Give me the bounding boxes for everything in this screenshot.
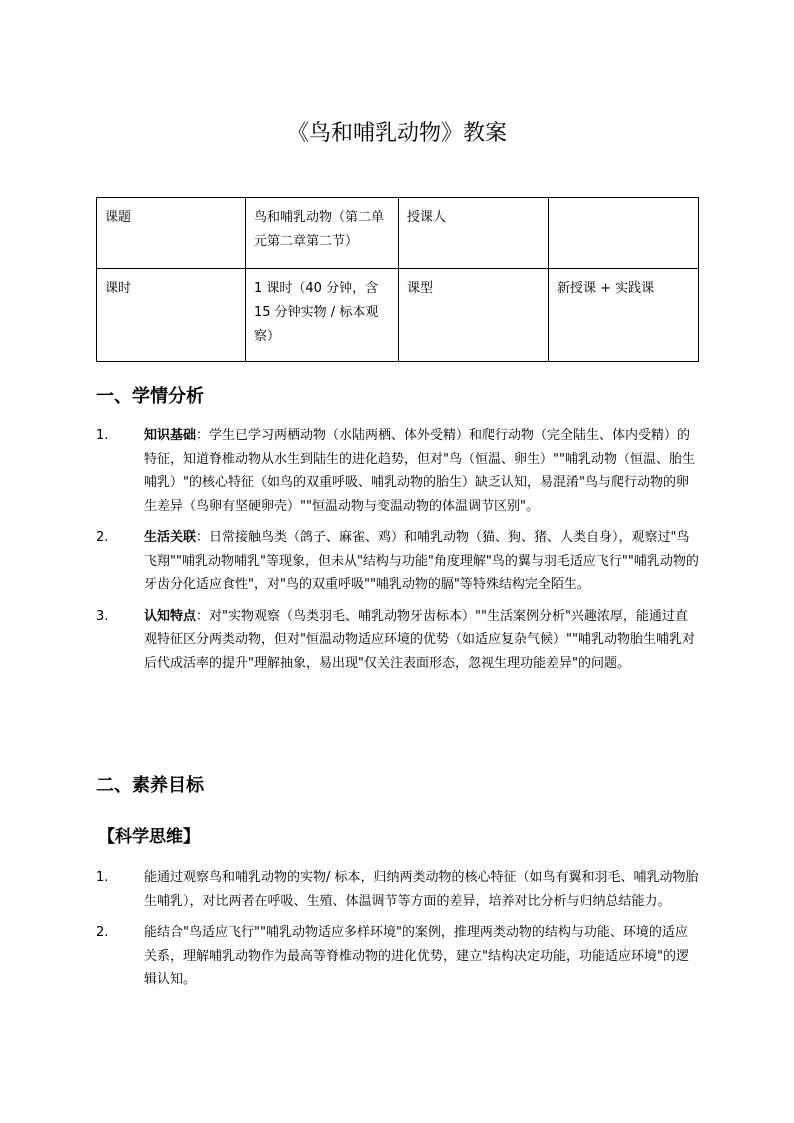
section-heading-literacy-goals: 二、素养目标 — [96, 775, 204, 796]
list-item-number: 1. — [96, 870, 109, 885]
table-cell-topic-value: 鸟和哺乳动物（第二单元第二章第二节） — [246, 198, 399, 269]
list-item-keyword: 认知特点 — [144, 608, 197, 624]
list-item-number: 1. — [96, 428, 109, 443]
scientific-thinking-list — [96, 866, 700, 992]
list-item — [96, 526, 700, 597]
subheading-scientific-thinking: 【科学思维】 — [98, 827, 200, 847]
list-item-keyword: 知识基础 — [144, 428, 197, 443]
list-item-text: ：日常接触鸟类（鸽子、麻雀、鸡）和哺乳动物（猫、狗、猪、人类自身），观察过"鸟飞翔""哺乳动物哺乳"等现象，但未从"结构与功能"角度理解"鸟的翼与羽毛适应飞行""哺乳动物的牙齿分化适应食性"，对"鸟的双重呼吸""哺乳动物的膈"等特殊结构完全陌生。 — [144, 530, 699, 592]
list-item-keyword: 生活关联 — [144, 530, 197, 545]
list-item-text: ：学生已学习两栖动物（水陆两栖、体外受精）和爬行动物（完全陆生、体内受精）的特征，知道脊椎动物从水生到陆生的进化趋势，但对"鸟（恒温、卵生）""哺乳动物（恒温、胎生哺乳）"的核心特征（如鸟的双重呼吸、哺乳动物的胎生）缺乏认知，易混淆"鸟与爬行动物的卵生差异（鸟卵有坚硬卵壳）""恒温动物与变温动物的体温调节区别"。 — [144, 428, 695, 514]
table-cell-type-value: 新授课 + 实践课 — [549, 269, 699, 362]
list-item-number: 2. — [96, 925, 109, 940]
table-cell-type-label: 课型 — [399, 269, 549, 362]
list-item-number: 3. — [96, 608, 109, 624]
list-item — [96, 605, 700, 676]
list-item-text: 能结合"鸟适应飞行""哺乳动物适应多样环境"的案例，推理两类动物的结构与功能、环境的适应关系，理解哺乳动物作为最高等脊椎动物的进化优势，建立"结构决定功能，功能适应环境"的逻辑认知。 — [144, 925, 689, 987]
table-cell-period-label: 课时 — [97, 269, 246, 362]
list-item-text: 能通过观察鸟和哺乳动物的实物/ 标本，归纳两类动物的核心特征（如鸟有翼和羽毛、哺乳动物胎生哺乳），对比两者在呼吸、生殖、体温调节等方面的差异，培养对比分析与归纳总结能力。 — [144, 870, 699, 909]
section-heading-learning-analysis: 一、学情分析 — [96, 386, 204, 407]
list-item — [96, 921, 700, 992]
table-cell-period-value: 1 课时（40 分钟，含 15 分钟实物 / 标本观察） — [246, 269, 399, 362]
list-item — [96, 866, 700, 913]
list-item-text: ：对"实物观察（鸟类羽毛、哺乳动物牙齿标本）""生活案例分析"兴趣浓厚，能通过直观特征区分两类动物，但对"恒温动物适应环境的优势（如适应复杂气候）""哺乳动物胎生哺乳对后代成活率的提升"理解抽象，易出现"仅关注表面形态，忽视生理功能差异"的问题。 — [144, 608, 695, 671]
list-item — [96, 424, 700, 518]
list-item-number: 2. — [96, 530, 109, 545]
table-row — [97, 269, 699, 362]
learning-analysis-list — [96, 424, 700, 675]
table-cell-teacher-label: 授课人 — [399, 198, 549, 269]
table-cell-teacher-value — [549, 198, 699, 269]
table-cell-topic-label: 课题 — [97, 198, 246, 269]
document-title: 《鸟和哺乳动物》教案 — [286, 121, 507, 146]
table-row — [97, 198, 699, 269]
lesson-info-table — [96, 197, 699, 362]
